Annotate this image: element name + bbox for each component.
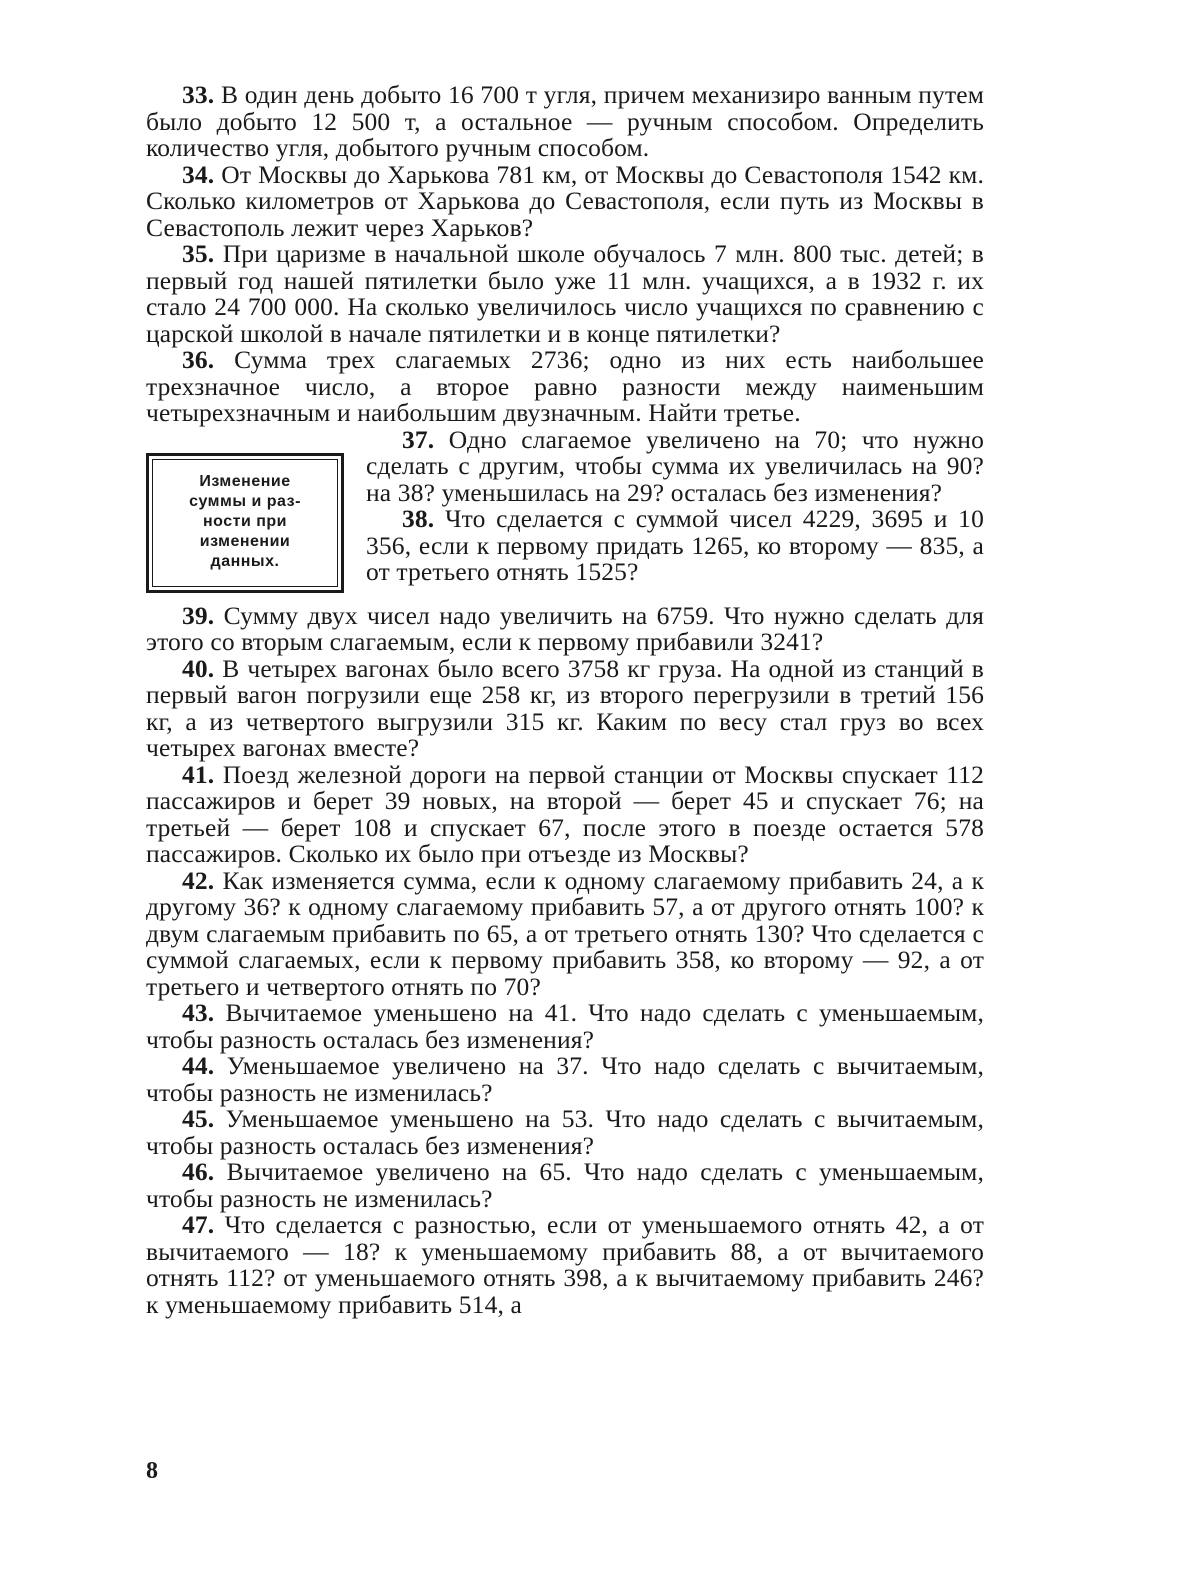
problem-number: 43. (182, 998, 215, 1027)
problem-number: 33. (182, 80, 215, 109)
problem-number: 44. (182, 1051, 215, 1080)
problem-33 (146, 82, 984, 162)
topic-line: данных. (210, 552, 280, 570)
problem-number: 45. (182, 1104, 215, 1133)
problem-43 (146, 1000, 984, 1053)
problem-35 (146, 241, 984, 347)
problem-text: Вычитаемое увеличено на 65. Что надо сделать с уменьшаемым, чтобы разность не изменилась? (146, 1157, 984, 1213)
problem-text: Как изменяется сумма, если к одному слагаемому прибавить 24, а к другому 36? к одному слагаемому прибавить 57, а от другого отнять 100? к двум слагаемым прибавить по 65, а от третьего отнять 130? Что сделается с суммой слагаемых, если к первому прибавить 358, ко второму — 92, а от третьего и четвертого отнять по 70? (146, 865, 984, 1001)
problem-text: При царизме в начальной школе обучалось 7 млн. 800 тыс. детей; в первый год нашей пятилетки было уже 11 млн. учащихся, а в 1932 г. их стало 24 700 000. На сколько увеличилось число учащихся по сравнению с царской школой в начале пятилетки и в конце пятилетки? (146, 239, 985, 348)
problem-text: Поезд железной дороги на первой станции от Москвы спускает 112 пассажиров и берет 39 новых, на второй — берет 45 и спускает 76; на третьей — берет 108 и спускает 67, после этого в поезде остается 578 пассажиров. Сколько их было при отъезде из Москвы? (146, 759, 984, 868)
problem-text: В один день добыто 16 700 т угля, причем механизиро ванным путем было добыто 12 500 т, а остальное — ручным способом. Определить количество угля, добытого ручным способом. (146, 80, 985, 162)
problem-47 (146, 1212, 984, 1318)
problem-number: 35. (182, 239, 215, 268)
page-number: 8 (146, 1458, 158, 1484)
topic-line: суммы и раз- (189, 492, 301, 510)
problem-number: 41. (182, 759, 215, 789)
problem-text: Одно слагаемое увеличено на 70; что нужно сделать с другим, чтобы сумма их увеличилась на 90? на 38? уменьшилась на 29? осталась без изменения? (366, 424, 984, 507)
problem-39 (146, 600, 984, 656)
problem-34 (146, 159, 984, 242)
problem-45 (146, 1106, 984, 1159)
problem-text: Вычитаемое уменьшено на 41. Что надо сделать с уменьшаемым, чтобы разность осталась без изменения? (146, 998, 984, 1054)
problem-36 (146, 347, 984, 427)
problem-44 (146, 1053, 984, 1106)
problem-text: Уменьшаемое увеличено на 37. Что надо сделать с вычитаемым, чтобы разность не изменилась? (146, 1051, 985, 1107)
problem-number: 36. (182, 345, 215, 374)
topic-box-text (152, 459, 338, 587)
problem-number: 39. (182, 600, 215, 630)
problem-40 (146, 653, 985, 762)
problem-text: Сумма трех слагаемых 2736; одно из них есть наибольшее трехзначное число, а второе равно разности между наименьшим четырехзначным и наибольшим двузначным. Найти третье. (146, 345, 984, 427)
problem-text: В четырех вагонах было всего 3758 кг груза. На одной из станций в первый вагон погрузили еще 258 кг, из второго перегрузили в третий 156 кг, а из четвертого выгрузили 315 кг. Каким по весу стал груз во всех четырех вагонах вместе? (146, 653, 985, 762)
topic-line: ности при (202, 512, 287, 530)
topic-box (146, 453, 344, 593)
problem-number: 47. (182, 1210, 215, 1239)
problem-text: От Москвы до Харькова 781 км, от Москвы до Севастополя 1542 км. Сколько километров от Харькова до Севастополя, если путь из Москвы в Севастополь лежит через Харьков? (146, 159, 984, 242)
topic-line: изменении (199, 532, 291, 550)
sidebar-section (146, 424, 984, 603)
problem-42 (146, 865, 984, 1001)
topic-line: Изменение (199, 472, 291, 490)
problem-text: Что сделается с суммой чисел 4229, 3695 и 10 356, если к первому придать 1265, ко второму — 835, а от третьего отнять 1525? (366, 504, 984, 586)
problem-number: 37. (402, 424, 435, 454)
problem-number: 38. (402, 504, 435, 533)
problem-number: 46. (182, 1157, 215, 1186)
problem-text: Что сделается с разностью, если от уменьшаемого отнять 42, а от вычитаемого — 18? к уменьшаемому прибавить 88, а от вычитаемого отнять 112? от уменьшаемого отнять 398, а к вычитаемому прибавить 246? к уменьшаемому прибавить 514, а (146, 1210, 984, 1319)
problem-46 (146, 1159, 984, 1212)
problem-text: Сумму двух чисел надо увеличить на 6759. Что нужно сделать для этого со вторым слагаемым, если к первому прибавили 3241? (146, 600, 984, 656)
problem-number: 40. (182, 653, 215, 683)
page-text (146, 82, 984, 1318)
problem-41 (146, 759, 984, 868)
problem-number: 34. (182, 159, 215, 189)
problem-text: Уменьшаемое уменьшено на 53. Что надо сделать с вычитаемым, чтобы разность осталась без изменения? (146, 1104, 984, 1160)
problem-number: 42. (182, 865, 215, 895)
